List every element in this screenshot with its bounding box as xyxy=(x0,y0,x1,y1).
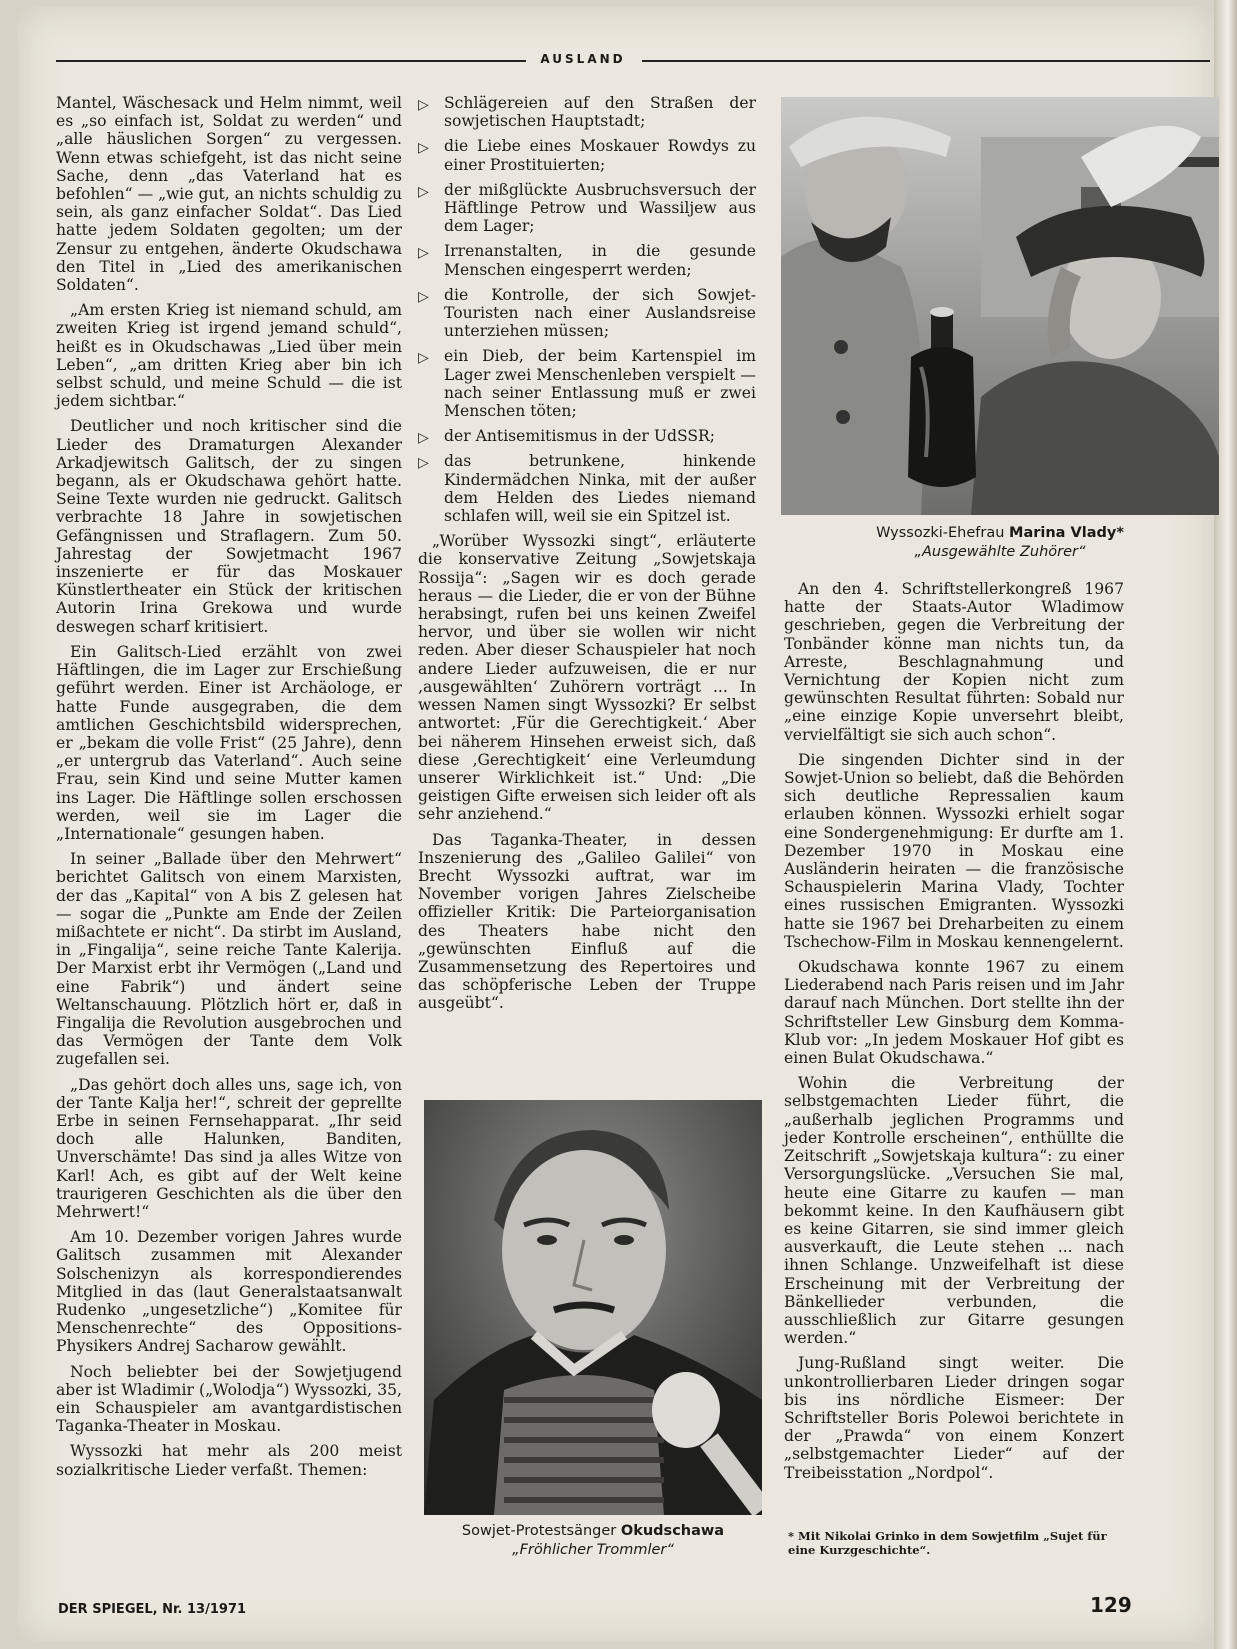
paragraph: Deutlicher und noch kritischer sind die Lieder des Dramaturgen Alexander Arkadjewitsch Galitsch, der zu singen begann, als er Okudschawa gehört hatte. Seine Texte wurden nie gedruckt. Galitsch verbrachte 18 Jahre in sowjetischen Gefängnissen und Straflagern. Zum 50. Jahrestag der Sowjetmacht 1967 inszenierte er für das Moskauer Künstlertheater ein Stück der kritischen Autorin Irina Grekowa und wurde deswegen scharf kritisiert. xyxy=(56,417,402,636)
list-item xyxy=(418,347,756,420)
list-item xyxy=(418,137,756,173)
caption-name: Okudschawa xyxy=(620,1523,725,1539)
list-item xyxy=(418,242,756,278)
photo-caption-vlady xyxy=(781,524,1219,562)
paragraph: In seiner „Ballade über den Mehrwert“ berichtet Galitsch von einem Marxisten, der das „Kapital“ von A bis Z gelesen hat — sogar die „Punkte am Ende der Zeilen mißachtete er nicht“. Da stirbt im Ausland, in „Fingalija“, seine reiche Tante Kalerija. Der Marxist erbt ihr Vermögen („Land und eine Fabrik“) und ändert seine Weltanschauung. Plötzlich hört er, daß in Fingalija die Revolution ausgebrochen und das Vermögen der Tante dem Volk zugefallen sei. xyxy=(56,850,402,1069)
list-item-text: Irrenanstalten, in die gesunde Menschen eingesperrt werden; xyxy=(444,242,756,279)
list-item-text: Schlägereien auf den Straßen der sowjetischen Hauptstadt; xyxy=(444,94,756,131)
paragraph: Die singenden Dichter sind in der Sowjet-Union so beliebt, daß die Behörden sich deutliche Repressalien kaum erlauben können. Wyssozki erhielt sogar eine Sondergenehmigung: Er durfte am 1. Dezember 1970 in Moskau eine Ausländerin heiraten — die französische Schauspielerin Marina Vlady, Tochter eines russischen Emigranten. Wyssozki hatte sie 1967 bei Dreharbeiten zu einem Tschechow-Film in Moskau kennengelernt. xyxy=(784,750,1124,951)
list-item xyxy=(418,452,756,525)
paragraph: Wohin die Verbreitung der selbstgemachten Lieder führt, die „außerhalb jeglichen Programms und jeder Kontrolle erscheinen“, enthüllte die Zeitschrift „Sowjetskaja kultura“: zu einer Versorgungslücke. „Versuchen Sie mal, heute eine Gitarre zu kaufen — man bekommt keine. In den Kaufhäusern gibt es keine Gitarren, sie sind immer gleich ausverkauft, die Leute stehen ... nach ihnen Schlange. Unzweifelhaft ist diese Erscheinung mit der Verbreitung der Bänkellieder verbunden, die ausschließlich zur Gitarre gesungen werden.“ xyxy=(784,1074,1124,1348)
paragraph: An den 4. Schriftstellerkongreß 1967 hatte der Staats-Autor Wladimow geschrieben, gegen die Verbreitung der Tonbänder könne man nichts tun, da Arreste, Beschlagnahmung und Vernichtung der Kopien nicht zum gewünschten Resultat führten: Sobald nur „eine einzige Kopie unversehrt bleibt, vervielfältigt sie sich auch schon“. xyxy=(784,580,1124,744)
paragraph: Noch beliebter bei der Sowjetjugend aber ist Wladimir („Wolodja“) Wyssozki, 35, ein Schauspieler am avantgardistischen Taganka-Theater in Moskau. xyxy=(56,1362,402,1436)
photo-marina-vlady xyxy=(781,97,1219,515)
publication-footer: DER SPIEGEL, Nr. 13/1971 xyxy=(58,1602,247,1617)
list-item-text: der mißglückte Ausbruchsversuch der Häftlinge Petrow und Wassiljew aus dem Lager; xyxy=(444,180,756,236)
paragraph: Mantel, Wäschesack und Helm nimmt, weil es „so einfach ist, Soldat zu werden“ und „alle häuslichen Sorgen“ zu vergessen. Wenn etwas schiefgeht, ist das nicht seine Sache, denn „das Vaterland hat es befohlen“ — „wie gut, an nichts schuldig zu sein, als ganz einfacher Soldat“. Das Lied hatte jedem Soldaten gegolten; um der Zensur zu entgehen, änderte Okudschawa den Titel in „Lied des amerikanischen Soldaten“. xyxy=(56,94,402,295)
list-item-text: das betrunkene, hinkende Kindermädchen Ninka, mit der außer dem Helden des Liedes niemand schlafen will, weil sie ein Spitzel ist. xyxy=(444,452,756,526)
list-item-text: der Antisemitismus in der UdSSR; xyxy=(444,427,716,446)
paragraph: Am 10. Dezember vorigen Jahres wurde Galitsch zusammen mit Alexander Solschenizyn als korrespondierendes Mitglied in das (laut Generalstaatsanwalt Rudenko „ungesetzliche“) „Komitee für Menschenrechte“ des Oppositions-Physikers Andrej Sacharow gewählt. xyxy=(56,1228,402,1356)
article-column-2 xyxy=(418,94,756,1020)
article-column-3 xyxy=(784,580,1124,1489)
page-number: 129 xyxy=(1090,1593,1132,1617)
paragraph: Wyssozki hat mehr als 200 meist sozialkritische Lieder verfaßt. Themen: xyxy=(56,1442,402,1479)
list-item xyxy=(418,427,756,445)
caption-prefix: Wyssozki-Ehefrau xyxy=(876,525,1010,541)
photo-okudschawa xyxy=(424,1100,762,1515)
triangle-bullet-icon: ▷ xyxy=(418,140,429,157)
paragraph: „Am ersten Krieg ist niemand schuld, am zweiten Krieg ist irgend jemand schuld“, heißt es in Okudschawas „Lied über mein Leben“, „am dritten Krieg aber bin ich selbst schuld, und meine Schuld — die ist jedem sichtbar.“ xyxy=(56,301,402,411)
song-themes-list xyxy=(418,94,756,525)
photo-footnote: * Mit Nikolai Grinko in dem Sowjetfilm „Sujet für eine Kurzgeschichte“. xyxy=(788,1529,1107,1557)
triangle-bullet-icon: ▷ xyxy=(418,455,429,472)
triangle-bullet-icon: ▷ xyxy=(418,183,429,200)
paragraph: „Das gehört doch alles uns, sage ich, von der Tante Kalja her!“, schreit der geprellte Erbe in seinen Fernsehapparat. „Ihr seid doch alle Halunken, Banditen, Unverschämte! Das sind ja alles Witze von Karl! Ach, es gibt auf der Welt keine traurigeren Geschichten als die über den Mehrwert!“ xyxy=(56,1075,402,1221)
triangle-bullet-icon: ▷ xyxy=(418,288,429,305)
caption-prefix: Sowjet-Protestsänger xyxy=(461,1523,621,1539)
article-column-1 xyxy=(56,94,402,1486)
list-item-text: ein Dieb, der beim Kartenspiel im Lager zwei Menschenleben verspielt — nach seiner Entlassung muß er zwei Menschen töten; xyxy=(444,347,756,421)
paragraph: „Worüber Wyssozki singt“, erläuterte die konservative Zeitung „Sowjetskaja Rossija“: „Sagen wir es doch gerade heraus — die Lieder, die er von der Bühne herabsingt, rufen bei uns keinen Zweifel hervor, und über sie wollen wir nicht reden. Aber dieser Schauspieler hat noch andere Lieder aufzuweisen, die er nur ‚ausgewählten‘ Zuhörern vorträgt ... In wessen Namen singt Wyssozki? Er selbst antwortet: ‚Für die Gerechtigkeit.‘ Aber bei näherem Hinsehen erweist sich, daß diese ‚Gerechtigkeit‘ eine Verleumdung unserer Wirklichkeit ist.“ Und: „Die geistigen Gifte erweisen sich leider oft als sehr anziehend.“ xyxy=(418,532,756,824)
list-item xyxy=(418,286,756,341)
paragraph: Das Taganka-Theater, in dessen Inszenierung des „Galileo Galilei“ von Brecht Wyssozki auftrat, war im November vorigen Jahres Zielscheibe offizieller Kritik: Die Parteiorganisation des Theaters habe nicht den „gewünschten Einfluß auf die Zusammensetzung des Repertoires und das schöpferische Leben der Truppe ausgeübt“. xyxy=(418,830,756,1013)
paragraph: Jung-Rußland singt weiter. Die unkontrollierbaren Lieder dringen sogar bis ins nördliche Eismeer: Der Schriftsteller Boris Polewoi berichtete in der „Prawda“ von einem Konzert „selbstgemachter Lieder“ auf der Treibeisstation „Nordpol“. xyxy=(784,1354,1124,1482)
section-label: AUSLAND xyxy=(540,52,626,66)
triangle-bullet-icon: ▷ xyxy=(418,430,429,447)
caption-name: Marina Vlady* xyxy=(1009,525,1124,541)
photo-caption-okudschawa xyxy=(424,1522,762,1560)
caption-quote: „Fröhlicher Trommler“ xyxy=(512,1542,674,1558)
paragraph: Ein Galitsch-Lied erzählt von zwei Häftlingen, die im Lager zur Erschießung geführt werden. Einer ist Archäologe, er hatte Funde ausgegraben, die dem amtlichen Geschichtsbild widersprechen, er „bekam die volle Frist“ (25 Jahre), denn „er untergrub das Vaterland“. Auch seine Frau, sein Kind und seine Mutter kamen ins Lager. Die Häftlinge sollen erschossen werden, weil sie im Lager die „Internationale“ gesungen haben. xyxy=(56,642,402,843)
list-item-text: die Kontrolle, der sich Sowjet-Touristen nach einer Auslandsreise unterziehen müssen; xyxy=(444,285,756,341)
photo-okudschawa-image xyxy=(424,1100,762,1515)
list-item xyxy=(418,181,756,236)
paragraph: Okudschawa konnte 1967 zu einem Liederabend nach Paris reisen und im Jahr darauf nach München. Dort stellte ihn der Schriftsteller Lew Ginsburg dem Komma-Klub vor: „In jedem Moskauer Hof gibt es einen Bulat Okudschawa.“ xyxy=(784,958,1124,1068)
triangle-bullet-icon: ▷ xyxy=(418,350,429,367)
list-item-text: die Liebe eines Moskauer Rowdys zu einer Prostituierten; xyxy=(444,137,756,174)
caption-quote: „Ausgewählte Zuhörer“ xyxy=(914,544,1086,560)
triangle-bullet-icon: ▷ xyxy=(418,97,429,113)
header-rule-right xyxy=(642,60,1210,62)
photo-vlady-image xyxy=(781,97,1219,515)
header-rule-left xyxy=(56,60,526,62)
list-item xyxy=(418,94,756,130)
triangle-bullet-icon: ▷ xyxy=(418,245,429,262)
